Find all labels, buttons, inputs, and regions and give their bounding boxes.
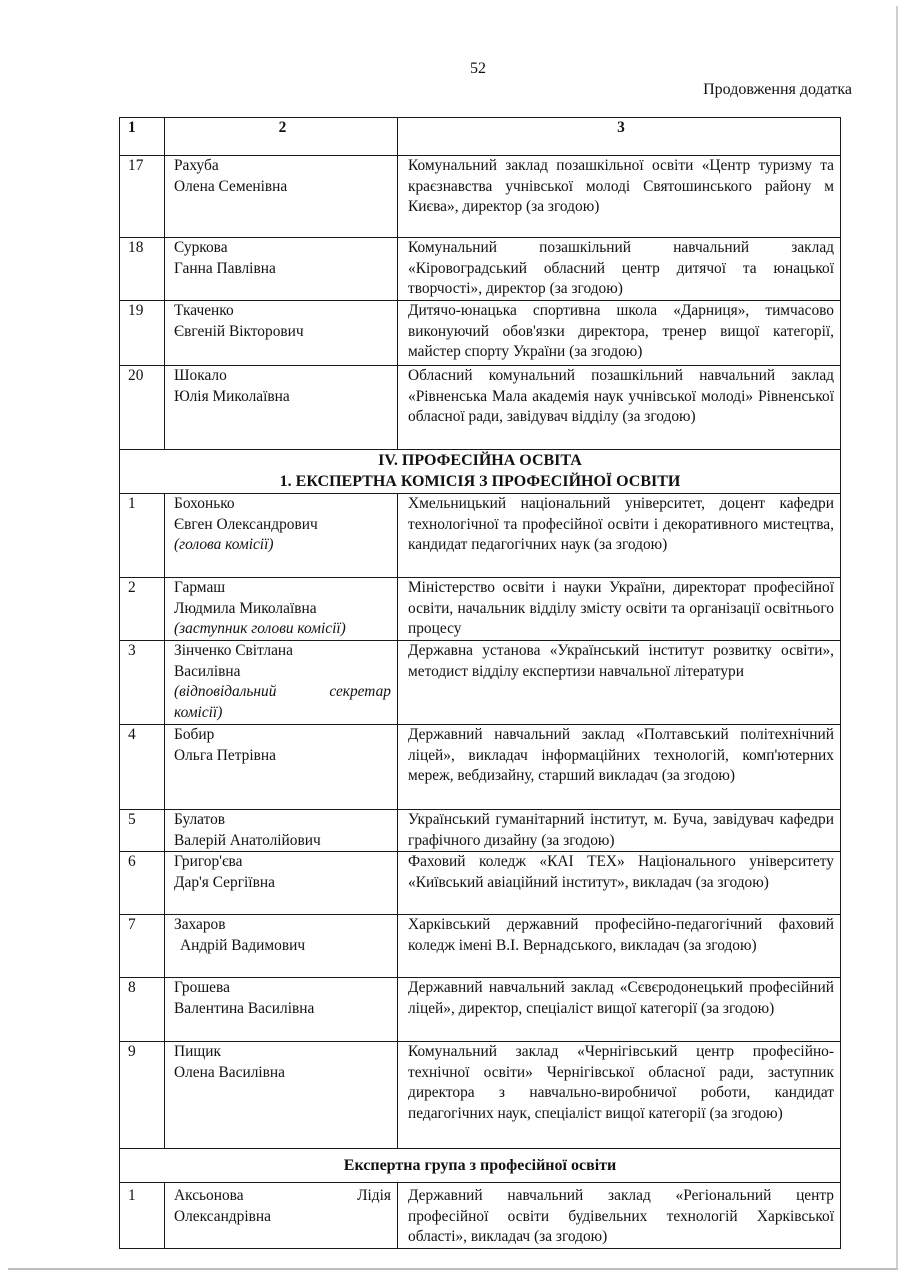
table-row (120, 810, 841, 852)
name-first-line (174, 1186, 391, 1207)
row-number: 4 (120, 725, 165, 810)
member-name (165, 366, 398, 450)
header-col-1: 1 (120, 118, 165, 156)
row-number: 8 (120, 978, 165, 1042)
member-info: Дитячо-юнацька спортивна школа «Дарниця», тимчасово виконуючий обов'язки директора, тренер вищої категорії, майстер спорту України (за згодою) (398, 301, 841, 366)
member-info: Харківський державний професійно-педагогічний фаховий коледж імені В.І. Вернадського, викладач (за згодою) (398, 915, 841, 978)
member-info: Комунальний заклад позашкільної освіти «Центр туризму та краєзнавства учнівської молоді Святошинського району м Києва», директор (за згодою) (398, 156, 841, 238)
surname: Грошева (174, 979, 230, 996)
commission-role: (заступник голови комісії) (174, 620, 346, 637)
members-table (119, 117, 841, 1249)
commission-role: (відповідальний секретар комісії) (174, 683, 391, 721)
commission-role: (голова комісії) (174, 536, 274, 553)
member-name (165, 1042, 398, 1149)
table-row (120, 978, 841, 1042)
surname: Булатов (174, 811, 226, 828)
row-number: 18 (120, 238, 165, 301)
section-heading-row (120, 450, 841, 494)
given-names: Олена Василівна (174, 1063, 285, 1081)
row-number: 2 (120, 578, 165, 641)
member-name (165, 915, 398, 978)
surname: Гармаш (174, 579, 226, 596)
member-info: Фаховий коледж «КАІ ТЕХ» Національного університету «Київський авіаційний інститут», викладач (за згодою) (398, 852, 841, 915)
given-names: Андрій Вадимович (180, 936, 306, 954)
given-names: Валентина Василівна (174, 999, 315, 1017)
row-number: 6 (120, 852, 165, 915)
given-names: Юлія Миколаївна (174, 387, 290, 405)
table-row (120, 1042, 841, 1149)
table-row (120, 915, 841, 978)
row-number: 7 (120, 915, 165, 978)
row-number: 20 (120, 366, 165, 450)
member-info: Державний навчальний заклад «Регіональний центр професійної освіти будівельних технологій Харківської області», викладач (за згодою) (398, 1183, 841, 1249)
member-name (165, 810, 398, 852)
given-names: Євген Олександрович (174, 515, 318, 533)
given-names: Євгеній Вікторович (174, 322, 304, 340)
member-name (165, 301, 398, 366)
member-info: Обласний комунальний позашкільний навчальний заклад «Рівненська Мала академія наук учнівської молоді» Рівненської обласної ради, завідувач відділу (за згодою) (398, 366, 841, 450)
section-title: IV. ПРОФЕСІЙНА ОСВІТА (378, 452, 582, 469)
group-heading-row (120, 1149, 841, 1183)
surname: Ткаченко (174, 302, 234, 319)
table-header-row (120, 118, 841, 156)
table-row (120, 156, 841, 238)
member-info: Державна установа «Український інститут розвитку освіти», методист відділу експертизи навчальної літератури (398, 641, 841, 725)
row-number: 17 (120, 156, 165, 238)
member-name (165, 578, 398, 641)
surname: Суркова (174, 239, 228, 256)
header-col-2: 2 (165, 118, 398, 156)
surname: Захаров (174, 916, 226, 933)
given-names: Олена Семенівна (174, 177, 288, 195)
given-names: Дар'я Сергіївна (174, 873, 275, 891)
table-row (120, 852, 841, 915)
section-subtitle: 1. ЕКСПЕРТНА КОМІСІЯ З ПРОФЕСІЙНОЇ ОСВІТИ (279, 473, 681, 490)
given-names: Василівна (174, 662, 241, 680)
member-info: Міністерство освіти і науки України, директорат професійної освіти, начальник відділу змісту освіти та організації освітнього процесу (398, 578, 841, 641)
table-row (120, 641, 841, 725)
member-info: Комунальний заклад «Чернігівський центр професійно-технічної освіти» Чернігівської обласної ради, заступник директора з навчально-виробничої роботи, кандидат педагогічних наук, спеціаліст вищої категорії (за згодою) (398, 1042, 841, 1149)
surname: Пищик (174, 1043, 221, 1060)
table-row (120, 238, 841, 301)
member-name (165, 978, 398, 1042)
continuation-label: Продовження додатка (703, 81, 852, 98)
group-heading: Експертна група з професійної освіти (120, 1149, 841, 1183)
surname: Григор'єва (174, 853, 243, 870)
row-number: 1 (120, 494, 165, 578)
member-info: Хмельницький національний університет, доцент кафедри технологічної та професійної освіти і декоративного мистецтва, кандидат педагогічних наук (за згодою) (398, 494, 841, 578)
surname: Аксьонова (174, 1187, 244, 1204)
given-name: Лідія (357, 1187, 391, 1204)
table-row (120, 1183, 841, 1249)
surname: Бобир (174, 726, 215, 743)
surname: Бохонько (174, 495, 235, 512)
row-number: 3 (120, 641, 165, 725)
table-row (120, 725, 841, 810)
member-name (165, 494, 398, 578)
patronymic: Олександрівна (174, 1207, 271, 1225)
given-names: Ганна Павлівна (174, 259, 276, 277)
row-number: 1 (120, 1183, 165, 1249)
member-info: Державний навчальний заклад «Сєвєродонецький професійний ліцей», директор, спеціаліст вищої категорії (за згодою) (398, 978, 841, 1042)
member-info: Український гуманітарний інститут, м. Буча, завідувач кафедри графічного дизайну (за згодою) (398, 810, 841, 852)
given-names: Ольга Петрівна (174, 746, 276, 764)
page-number: 52 (470, 60, 486, 77)
table-row (120, 578, 841, 641)
member-info: Комунальний позашкільний навчальний заклад «Кіровоградський обласний центр дитячої та юнацької творчості», директор (за згодою) (398, 238, 841, 301)
header-col-3: 3 (398, 118, 841, 156)
surname: Шокало (174, 367, 227, 384)
table-row (120, 494, 841, 578)
member-name (165, 852, 398, 915)
given-names: Людмила Миколаївна (174, 599, 317, 617)
table-row (120, 301, 841, 366)
member-info: Державний навчальний заклад «Полтавський політехнічний ліцей», викладач інформаційних технологій, комп'ютерних мереж, вебдизайну, старший викладач (за згодою) (398, 725, 841, 810)
member-name (165, 238, 398, 301)
surname: Рахуба (174, 157, 219, 174)
member-name (165, 156, 398, 238)
member-name (165, 1183, 398, 1249)
row-number: 19 (120, 301, 165, 366)
member-name (165, 641, 398, 725)
surname: Зінченко Світлана (174, 642, 293, 659)
row-number: 9 (120, 1042, 165, 1149)
member-name (165, 725, 398, 810)
row-number: 5 (120, 810, 165, 852)
table-row (120, 366, 841, 450)
section-heading (120, 450, 841, 494)
given-names: Валерій Анатолійович (174, 831, 321, 849)
